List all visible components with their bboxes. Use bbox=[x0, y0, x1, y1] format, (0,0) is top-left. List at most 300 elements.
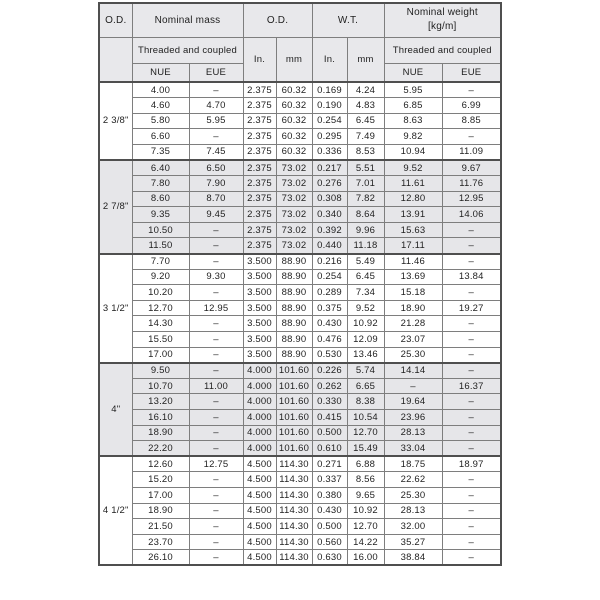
nominal-mass-nue-cell: 7.35 bbox=[132, 144, 189, 160]
weight-eue-cell: – bbox=[442, 285, 501, 301]
od-mm-cell: 88.90 bbox=[276, 269, 312, 285]
nominal-mass-eue-cell: – bbox=[189, 254, 243, 270]
weight-nue-cell: 13.91 bbox=[384, 207, 442, 223]
od-in-cell: 3.500 bbox=[243, 269, 276, 285]
wt-mm-cell: 6.45 bbox=[347, 269, 384, 285]
wt-in-cell: 0.216 bbox=[312, 254, 347, 270]
wt-in-cell: 0.630 bbox=[312, 550, 347, 566]
nominal-mass-eue-cell: – bbox=[189, 332, 243, 348]
od-mm-cell: 73.02 bbox=[276, 176, 312, 192]
od-mm-cell: 101.60 bbox=[276, 409, 312, 425]
weight-eue-cell: 12.95 bbox=[442, 191, 501, 207]
wt-mm-cell: 12.70 bbox=[347, 519, 384, 535]
wt-in-cell: 0.330 bbox=[312, 394, 347, 410]
header-od-dimensions: O.D. bbox=[243, 3, 312, 37]
od-in-cell: 3.500 bbox=[243, 300, 276, 316]
wt-mm-cell: 7.49 bbox=[347, 129, 384, 145]
nominal-mass-nue-cell: 9.35 bbox=[132, 207, 189, 223]
od-mm-cell: 60.32 bbox=[276, 144, 312, 160]
wt-in-cell: 0.392 bbox=[312, 222, 347, 238]
wt-in-cell: 0.276 bbox=[312, 176, 347, 192]
od-mm-cell: 88.90 bbox=[276, 332, 312, 348]
wt-mm-cell: 8.56 bbox=[347, 472, 384, 488]
wt-in-cell: 0.336 bbox=[312, 144, 347, 160]
od-in-cell: 4.000 bbox=[243, 378, 276, 394]
od-in-cell: 2.375 bbox=[243, 129, 276, 145]
od-in-cell: 2.375 bbox=[243, 191, 276, 207]
wt-mm-cell: 7.01 bbox=[347, 176, 384, 192]
wt-mm-cell: 9.96 bbox=[347, 222, 384, 238]
header-nominal-weight-line1: Nominal weight bbox=[406, 7, 478, 19]
wt-mm-cell: 13.46 bbox=[347, 347, 384, 363]
nominal-mass-eue-cell: – bbox=[189, 363, 243, 379]
od-mm-cell: 88.90 bbox=[276, 347, 312, 363]
wt-in-cell: 0.271 bbox=[312, 456, 347, 472]
weight-nue-cell: 11.61 bbox=[384, 176, 442, 192]
table-row bbox=[99, 98, 501, 114]
table-row bbox=[99, 456, 501, 472]
od-mm-cell: 101.60 bbox=[276, 363, 312, 379]
wt-mm-cell: 6.45 bbox=[347, 113, 384, 129]
weight-nue-cell: 23.07 bbox=[384, 332, 442, 348]
weight-eue-cell: – bbox=[442, 487, 501, 503]
od-mm-cell: 88.90 bbox=[276, 285, 312, 301]
weight-eue-cell: – bbox=[442, 129, 501, 145]
od-mm-cell: 60.32 bbox=[276, 82, 312, 98]
wt-in-cell: 0.500 bbox=[312, 425, 347, 441]
wt-mm-cell: 10.92 bbox=[347, 503, 384, 519]
wt-mm-cell: 5.49 bbox=[347, 254, 384, 270]
od-mm-cell: 88.90 bbox=[276, 300, 312, 316]
od-in-cell: 3.500 bbox=[243, 285, 276, 301]
wt-mm-cell: 10.54 bbox=[347, 409, 384, 425]
table-row bbox=[99, 113, 501, 129]
nominal-mass-nue-cell: 16.10 bbox=[132, 409, 189, 425]
nominal-mass-eue-cell: – bbox=[189, 519, 243, 535]
weight-eue-cell: – bbox=[442, 503, 501, 519]
nominal-mass-nue-cell: 23.70 bbox=[132, 534, 189, 550]
nominal-mass-nue-cell: 11.50 bbox=[132, 238, 189, 254]
table-row bbox=[99, 332, 501, 348]
od-mm-cell: 101.60 bbox=[276, 378, 312, 394]
wt-mm-cell: 15.49 bbox=[347, 441, 384, 457]
header-eue-mass: EUE bbox=[189, 63, 243, 82]
od-mm-cell: 73.02 bbox=[276, 160, 312, 176]
weight-eue-cell: 18.97 bbox=[442, 456, 501, 472]
nominal-mass-nue-cell: 4.00 bbox=[132, 82, 189, 98]
table-row bbox=[99, 191, 501, 207]
table-header bbox=[99, 3, 501, 82]
table-row bbox=[99, 503, 501, 519]
table-row bbox=[99, 129, 501, 145]
weight-nue-cell: 5.95 bbox=[384, 82, 442, 98]
wt-in-cell: 0.440 bbox=[312, 238, 347, 254]
nominal-mass-eue-cell: 12.95 bbox=[189, 300, 243, 316]
nominal-mass-nue-cell: 17.00 bbox=[132, 347, 189, 363]
table-row bbox=[99, 363, 501, 379]
weight-eue-cell: – bbox=[442, 534, 501, 550]
weight-eue-cell: 16.37 bbox=[442, 378, 501, 394]
header-eue-weight: EUE bbox=[442, 63, 501, 82]
od-mm-cell: 88.90 bbox=[276, 316, 312, 332]
od-in-cell: 4.500 bbox=[243, 456, 276, 472]
nominal-mass-eue-cell: – bbox=[189, 534, 243, 550]
table-row bbox=[99, 316, 501, 332]
header-wt-mm: mm bbox=[347, 37, 384, 82]
weight-eue-cell: – bbox=[442, 238, 501, 254]
nominal-mass-nue-cell: 14.30 bbox=[132, 316, 189, 332]
nominal-mass-nue-cell: 22.20 bbox=[132, 441, 189, 457]
tubing-spec-table bbox=[98, 2, 502, 566]
weight-nue-cell: 19.64 bbox=[384, 394, 442, 410]
od-in-cell: 4.500 bbox=[243, 503, 276, 519]
weight-nue-cell: 9.82 bbox=[384, 129, 442, 145]
weight-nue-cell: 18.75 bbox=[384, 456, 442, 472]
header-nominal-mass: Nominal mass bbox=[132, 3, 243, 37]
weight-nue-cell: 15.63 bbox=[384, 222, 442, 238]
nominal-mass-nue-cell: 10.50 bbox=[132, 222, 189, 238]
nominal-mass-eue-cell: – bbox=[189, 347, 243, 363]
od-mm-cell: 88.90 bbox=[276, 254, 312, 270]
weight-eue-cell: – bbox=[442, 363, 501, 379]
weight-eue-cell: – bbox=[442, 394, 501, 410]
nominal-mass-nue-cell: 13.20 bbox=[132, 394, 189, 410]
header-row-1 bbox=[99, 3, 501, 37]
table-row bbox=[99, 472, 501, 488]
od-in-cell: 2.375 bbox=[243, 113, 276, 129]
nominal-mass-nue-cell: 7.80 bbox=[132, 176, 189, 192]
nominal-mass-nue-cell: 8.60 bbox=[132, 191, 189, 207]
weight-nue-cell: 11.46 bbox=[384, 254, 442, 270]
od-mm-cell: 73.02 bbox=[276, 238, 312, 254]
wt-mm-cell: 12.09 bbox=[347, 332, 384, 348]
od-group-label: 4" bbox=[99, 363, 132, 457]
nominal-mass-nue-cell: 10.70 bbox=[132, 378, 189, 394]
table-row bbox=[99, 238, 501, 254]
weight-eue-cell: – bbox=[442, 472, 501, 488]
header-row-2 bbox=[99, 37, 501, 63]
table-row bbox=[99, 222, 501, 238]
wt-mm-cell: 12.70 bbox=[347, 425, 384, 441]
od-mm-cell: 114.30 bbox=[276, 534, 312, 550]
wt-in-cell: 0.190 bbox=[312, 98, 347, 114]
table-row bbox=[99, 82, 501, 98]
nominal-mass-nue-cell: 15.50 bbox=[132, 332, 189, 348]
wt-mm-cell: 10.92 bbox=[347, 316, 384, 332]
table-row bbox=[99, 347, 501, 363]
nominal-mass-nue-cell: 6.60 bbox=[132, 129, 189, 145]
header-wt-in: In. bbox=[312, 37, 347, 82]
nominal-mass-nue-cell: 5.80 bbox=[132, 113, 189, 129]
weight-eue-cell: – bbox=[442, 441, 501, 457]
table-row bbox=[99, 378, 501, 394]
header-nue-mass: NUE bbox=[132, 63, 189, 82]
od-in-cell: 4.000 bbox=[243, 441, 276, 457]
weight-nue-cell: 9.52 bbox=[384, 160, 442, 176]
table-row bbox=[99, 176, 501, 192]
wt-in-cell: 0.337 bbox=[312, 472, 347, 488]
weight-eue-cell: 14.06 bbox=[442, 207, 501, 223]
nominal-mass-nue-cell: 18.90 bbox=[132, 425, 189, 441]
nominal-mass-eue-cell: 5.95 bbox=[189, 113, 243, 129]
nominal-mass-nue-cell: 9.50 bbox=[132, 363, 189, 379]
header-wt: W.T. bbox=[312, 3, 384, 37]
nominal-mass-eue-cell: – bbox=[189, 129, 243, 145]
nominal-mass-eue-cell: – bbox=[189, 316, 243, 332]
wt-in-cell: 0.308 bbox=[312, 191, 347, 207]
od-in-cell: 4.500 bbox=[243, 472, 276, 488]
od-in-cell: 4.500 bbox=[243, 534, 276, 550]
od-mm-cell: 114.30 bbox=[276, 472, 312, 488]
wt-mm-cell: 8.38 bbox=[347, 394, 384, 410]
od-mm-cell: 60.32 bbox=[276, 98, 312, 114]
od-group-label: 4 1/2" bbox=[99, 456, 132, 565]
nominal-mass-nue-cell: 10.20 bbox=[132, 285, 189, 301]
weight-nue-cell: 35.27 bbox=[384, 534, 442, 550]
weight-eue-cell: – bbox=[442, 550, 501, 566]
wt-mm-cell: 11.18 bbox=[347, 238, 384, 254]
header-threaded-coupled-mass: Threaded and coupled bbox=[132, 37, 243, 63]
weight-nue-cell: 10.94 bbox=[384, 144, 442, 160]
header-od: O.D. bbox=[99, 3, 132, 37]
wt-in-cell: 0.289 bbox=[312, 285, 347, 301]
wt-mm-cell: 6.65 bbox=[347, 378, 384, 394]
weight-nue-cell: 28.13 bbox=[384, 503, 442, 519]
nominal-mass-nue-cell: 17.00 bbox=[132, 487, 189, 503]
nominal-mass-eue-cell: 8.70 bbox=[189, 191, 243, 207]
od-in-cell: 2.375 bbox=[243, 207, 276, 223]
od-in-cell: 2.375 bbox=[243, 160, 276, 176]
weight-nue-cell: 8.63 bbox=[384, 113, 442, 129]
wt-in-cell: 0.530 bbox=[312, 347, 347, 363]
nominal-mass-eue-cell: 4.70 bbox=[189, 98, 243, 114]
weight-nue-cell: 22.62 bbox=[384, 472, 442, 488]
od-mm-cell: 114.30 bbox=[276, 456, 312, 472]
wt-in-cell: 0.560 bbox=[312, 534, 347, 550]
wt-mm-cell: 9.52 bbox=[347, 300, 384, 316]
wt-in-cell: 0.226 bbox=[312, 363, 347, 379]
od-in-cell: 2.375 bbox=[243, 144, 276, 160]
nominal-mass-eue-cell: 9.30 bbox=[189, 269, 243, 285]
weight-eue-cell: – bbox=[442, 222, 501, 238]
nominal-mass-eue-cell: 6.50 bbox=[189, 160, 243, 176]
weight-eue-cell: – bbox=[442, 254, 501, 270]
nominal-mass-nue-cell: 12.70 bbox=[132, 300, 189, 316]
nominal-mass-eue-cell: 9.45 bbox=[189, 207, 243, 223]
weight-nue-cell: 32.00 bbox=[384, 519, 442, 535]
weight-eue-cell: – bbox=[442, 409, 501, 425]
nominal-mass-eue-cell: 7.90 bbox=[189, 176, 243, 192]
od-in-cell: 4.000 bbox=[243, 363, 276, 379]
od-in-cell: 4.000 bbox=[243, 409, 276, 425]
header-od-in: In. bbox=[243, 37, 276, 82]
od-mm-cell: 101.60 bbox=[276, 441, 312, 457]
wt-in-cell: 0.254 bbox=[312, 113, 347, 129]
weight-nue-cell: 25.30 bbox=[384, 487, 442, 503]
wt-in-cell: 0.430 bbox=[312, 503, 347, 519]
od-mm-cell: 73.02 bbox=[276, 207, 312, 223]
nominal-mass-eue-cell: – bbox=[189, 550, 243, 566]
weight-nue-cell: 17.11 bbox=[384, 238, 442, 254]
wt-in-cell: 0.415 bbox=[312, 409, 347, 425]
nominal-mass-eue-cell: – bbox=[189, 487, 243, 503]
nominal-mass-eue-cell: – bbox=[189, 503, 243, 519]
header-nominal-weight-line2: [kg/m] bbox=[428, 21, 457, 33]
weight-nue-cell: 12.80 bbox=[384, 191, 442, 207]
od-group-label: 2 3/8" bbox=[99, 82, 132, 160]
wt-in-cell: 0.375 bbox=[312, 300, 347, 316]
weight-eue-cell: – bbox=[442, 347, 501, 363]
wt-in-cell: 0.295 bbox=[312, 129, 347, 145]
od-in-cell: 4.500 bbox=[243, 550, 276, 566]
nominal-mass-nue-cell: 26.10 bbox=[132, 550, 189, 566]
weight-eue-cell: 19.27 bbox=[442, 300, 501, 316]
wt-mm-cell: 6.88 bbox=[347, 456, 384, 472]
table-row bbox=[99, 254, 501, 270]
od-in-cell: 2.375 bbox=[243, 98, 276, 114]
weight-nue-cell: 28.13 bbox=[384, 425, 442, 441]
table-row bbox=[99, 160, 501, 176]
od-in-cell: 3.500 bbox=[243, 254, 276, 270]
nominal-mass-eue-cell: – bbox=[189, 82, 243, 98]
nominal-mass-eue-cell: – bbox=[189, 472, 243, 488]
od-mm-cell: 101.60 bbox=[276, 425, 312, 441]
wt-in-cell: 0.476 bbox=[312, 332, 347, 348]
table-row bbox=[99, 519, 501, 535]
nominal-mass-eue-cell: – bbox=[189, 222, 243, 238]
nominal-mass-nue-cell: 18.90 bbox=[132, 503, 189, 519]
weight-nue-cell: 33.04 bbox=[384, 441, 442, 457]
nominal-mass-eue-cell: – bbox=[189, 394, 243, 410]
weight-nue-cell: 21.28 bbox=[384, 316, 442, 332]
nominal-mass-nue-cell: 4.60 bbox=[132, 98, 189, 114]
table-row bbox=[99, 409, 501, 425]
od-mm-cell: 60.32 bbox=[276, 129, 312, 145]
weight-nue-cell: 15.18 bbox=[384, 285, 442, 301]
nominal-mass-nue-cell: 21.50 bbox=[132, 519, 189, 535]
wt-in-cell: 0.169 bbox=[312, 82, 347, 98]
header-nue-weight: NUE bbox=[384, 63, 442, 82]
od-mm-cell: 114.30 bbox=[276, 487, 312, 503]
od-in-cell: 3.500 bbox=[243, 332, 276, 348]
od-mm-cell: 73.02 bbox=[276, 191, 312, 207]
nominal-mass-eue-cell: – bbox=[189, 409, 243, 425]
nominal-mass-nue-cell: 9.20 bbox=[132, 269, 189, 285]
weight-nue-cell: 6.85 bbox=[384, 98, 442, 114]
weight-eue-cell: 11.09 bbox=[442, 144, 501, 160]
weight-nue-cell: 18.90 bbox=[384, 300, 442, 316]
od-in-cell: 2.375 bbox=[243, 82, 276, 98]
weight-nue-cell: 14.14 bbox=[384, 363, 442, 379]
nominal-mass-eue-cell: – bbox=[189, 238, 243, 254]
wt-in-cell: 0.380 bbox=[312, 487, 347, 503]
od-in-cell: 2.375 bbox=[243, 222, 276, 238]
wt-mm-cell: 16.00 bbox=[347, 550, 384, 566]
wt-mm-cell: 7.34 bbox=[347, 285, 384, 301]
wt-mm-cell: 8.53 bbox=[347, 144, 384, 160]
table-row bbox=[99, 207, 501, 223]
nominal-mass-eue-cell: – bbox=[189, 285, 243, 301]
weight-nue-cell: – bbox=[384, 378, 442, 394]
od-mm-cell: 114.30 bbox=[276, 519, 312, 535]
header-od-spacer bbox=[99, 37, 132, 82]
table-row bbox=[99, 394, 501, 410]
wt-in-cell: 0.430 bbox=[312, 316, 347, 332]
weight-eue-cell: – bbox=[442, 316, 501, 332]
table-row bbox=[99, 425, 501, 441]
wt-in-cell: 0.217 bbox=[312, 160, 347, 176]
wt-in-cell: 0.262 bbox=[312, 378, 347, 394]
nominal-mass-nue-cell: 7.70 bbox=[132, 254, 189, 270]
weight-eue-cell: – bbox=[442, 332, 501, 348]
table-row bbox=[99, 441, 501, 457]
table-row bbox=[99, 534, 501, 550]
nominal-mass-eue-cell: 7.45 bbox=[189, 144, 243, 160]
od-mm-cell: 73.02 bbox=[276, 222, 312, 238]
od-in-cell: 2.375 bbox=[243, 238, 276, 254]
od-mm-cell: 114.30 bbox=[276, 550, 312, 566]
od-mm-cell: 101.60 bbox=[276, 394, 312, 410]
table-row bbox=[99, 285, 501, 301]
wt-mm-cell: 8.64 bbox=[347, 207, 384, 223]
weight-nue-cell: 25.30 bbox=[384, 347, 442, 363]
nominal-mass-eue-cell: 12.75 bbox=[189, 456, 243, 472]
weight-eue-cell: 6.99 bbox=[442, 98, 501, 114]
weight-eue-cell: 9.67 bbox=[442, 160, 501, 176]
header-threaded-coupled-weight: Threaded and coupled bbox=[384, 37, 501, 63]
od-group-label: 3 1/2" bbox=[99, 254, 132, 363]
weight-eue-cell: 8.85 bbox=[442, 113, 501, 129]
od-in-cell: 3.500 bbox=[243, 347, 276, 363]
wt-mm-cell: 9.65 bbox=[347, 487, 384, 503]
weight-eue-cell: – bbox=[442, 425, 501, 441]
weight-eue-cell: – bbox=[442, 519, 501, 535]
wt-mm-cell: 7.82 bbox=[347, 191, 384, 207]
nominal-mass-nue-cell: 6.40 bbox=[132, 160, 189, 176]
wt-mm-cell: 5.51 bbox=[347, 160, 384, 176]
table-row bbox=[99, 550, 501, 566]
header-nominal-weight bbox=[384, 3, 501, 37]
od-in-cell: 4.500 bbox=[243, 519, 276, 535]
od-group-label: 2 7/8" bbox=[99, 160, 132, 254]
od-in-cell: 4.000 bbox=[243, 394, 276, 410]
nominal-mass-eue-cell: – bbox=[189, 425, 243, 441]
wt-mm-cell: 4.83 bbox=[347, 98, 384, 114]
wt-mm-cell: 14.22 bbox=[347, 534, 384, 550]
weight-nue-cell: 38.84 bbox=[384, 550, 442, 566]
weight-eue-cell: 13.84 bbox=[442, 269, 501, 285]
table-row bbox=[99, 487, 501, 503]
wt-in-cell: 0.340 bbox=[312, 207, 347, 223]
wt-in-cell: 0.610 bbox=[312, 441, 347, 457]
wt-mm-cell: 5.74 bbox=[347, 363, 384, 379]
od-in-cell: 4.000 bbox=[243, 425, 276, 441]
table-body bbox=[99, 82, 501, 565]
od-in-cell: 3.500 bbox=[243, 316, 276, 332]
wt-in-cell: 0.254 bbox=[312, 269, 347, 285]
weight-nue-cell: 23.96 bbox=[384, 409, 442, 425]
weight-eue-cell: – bbox=[442, 82, 501, 98]
nominal-mass-nue-cell: 12.60 bbox=[132, 456, 189, 472]
od-in-cell: 4.500 bbox=[243, 487, 276, 503]
table-row bbox=[99, 300, 501, 316]
od-mm-cell: 60.32 bbox=[276, 113, 312, 129]
nominal-mass-eue-cell: – bbox=[189, 441, 243, 457]
wt-in-cell: 0.500 bbox=[312, 519, 347, 535]
weight-eue-cell: 11.76 bbox=[442, 176, 501, 192]
table-row bbox=[99, 269, 501, 285]
od-in-cell: 2.375 bbox=[243, 176, 276, 192]
